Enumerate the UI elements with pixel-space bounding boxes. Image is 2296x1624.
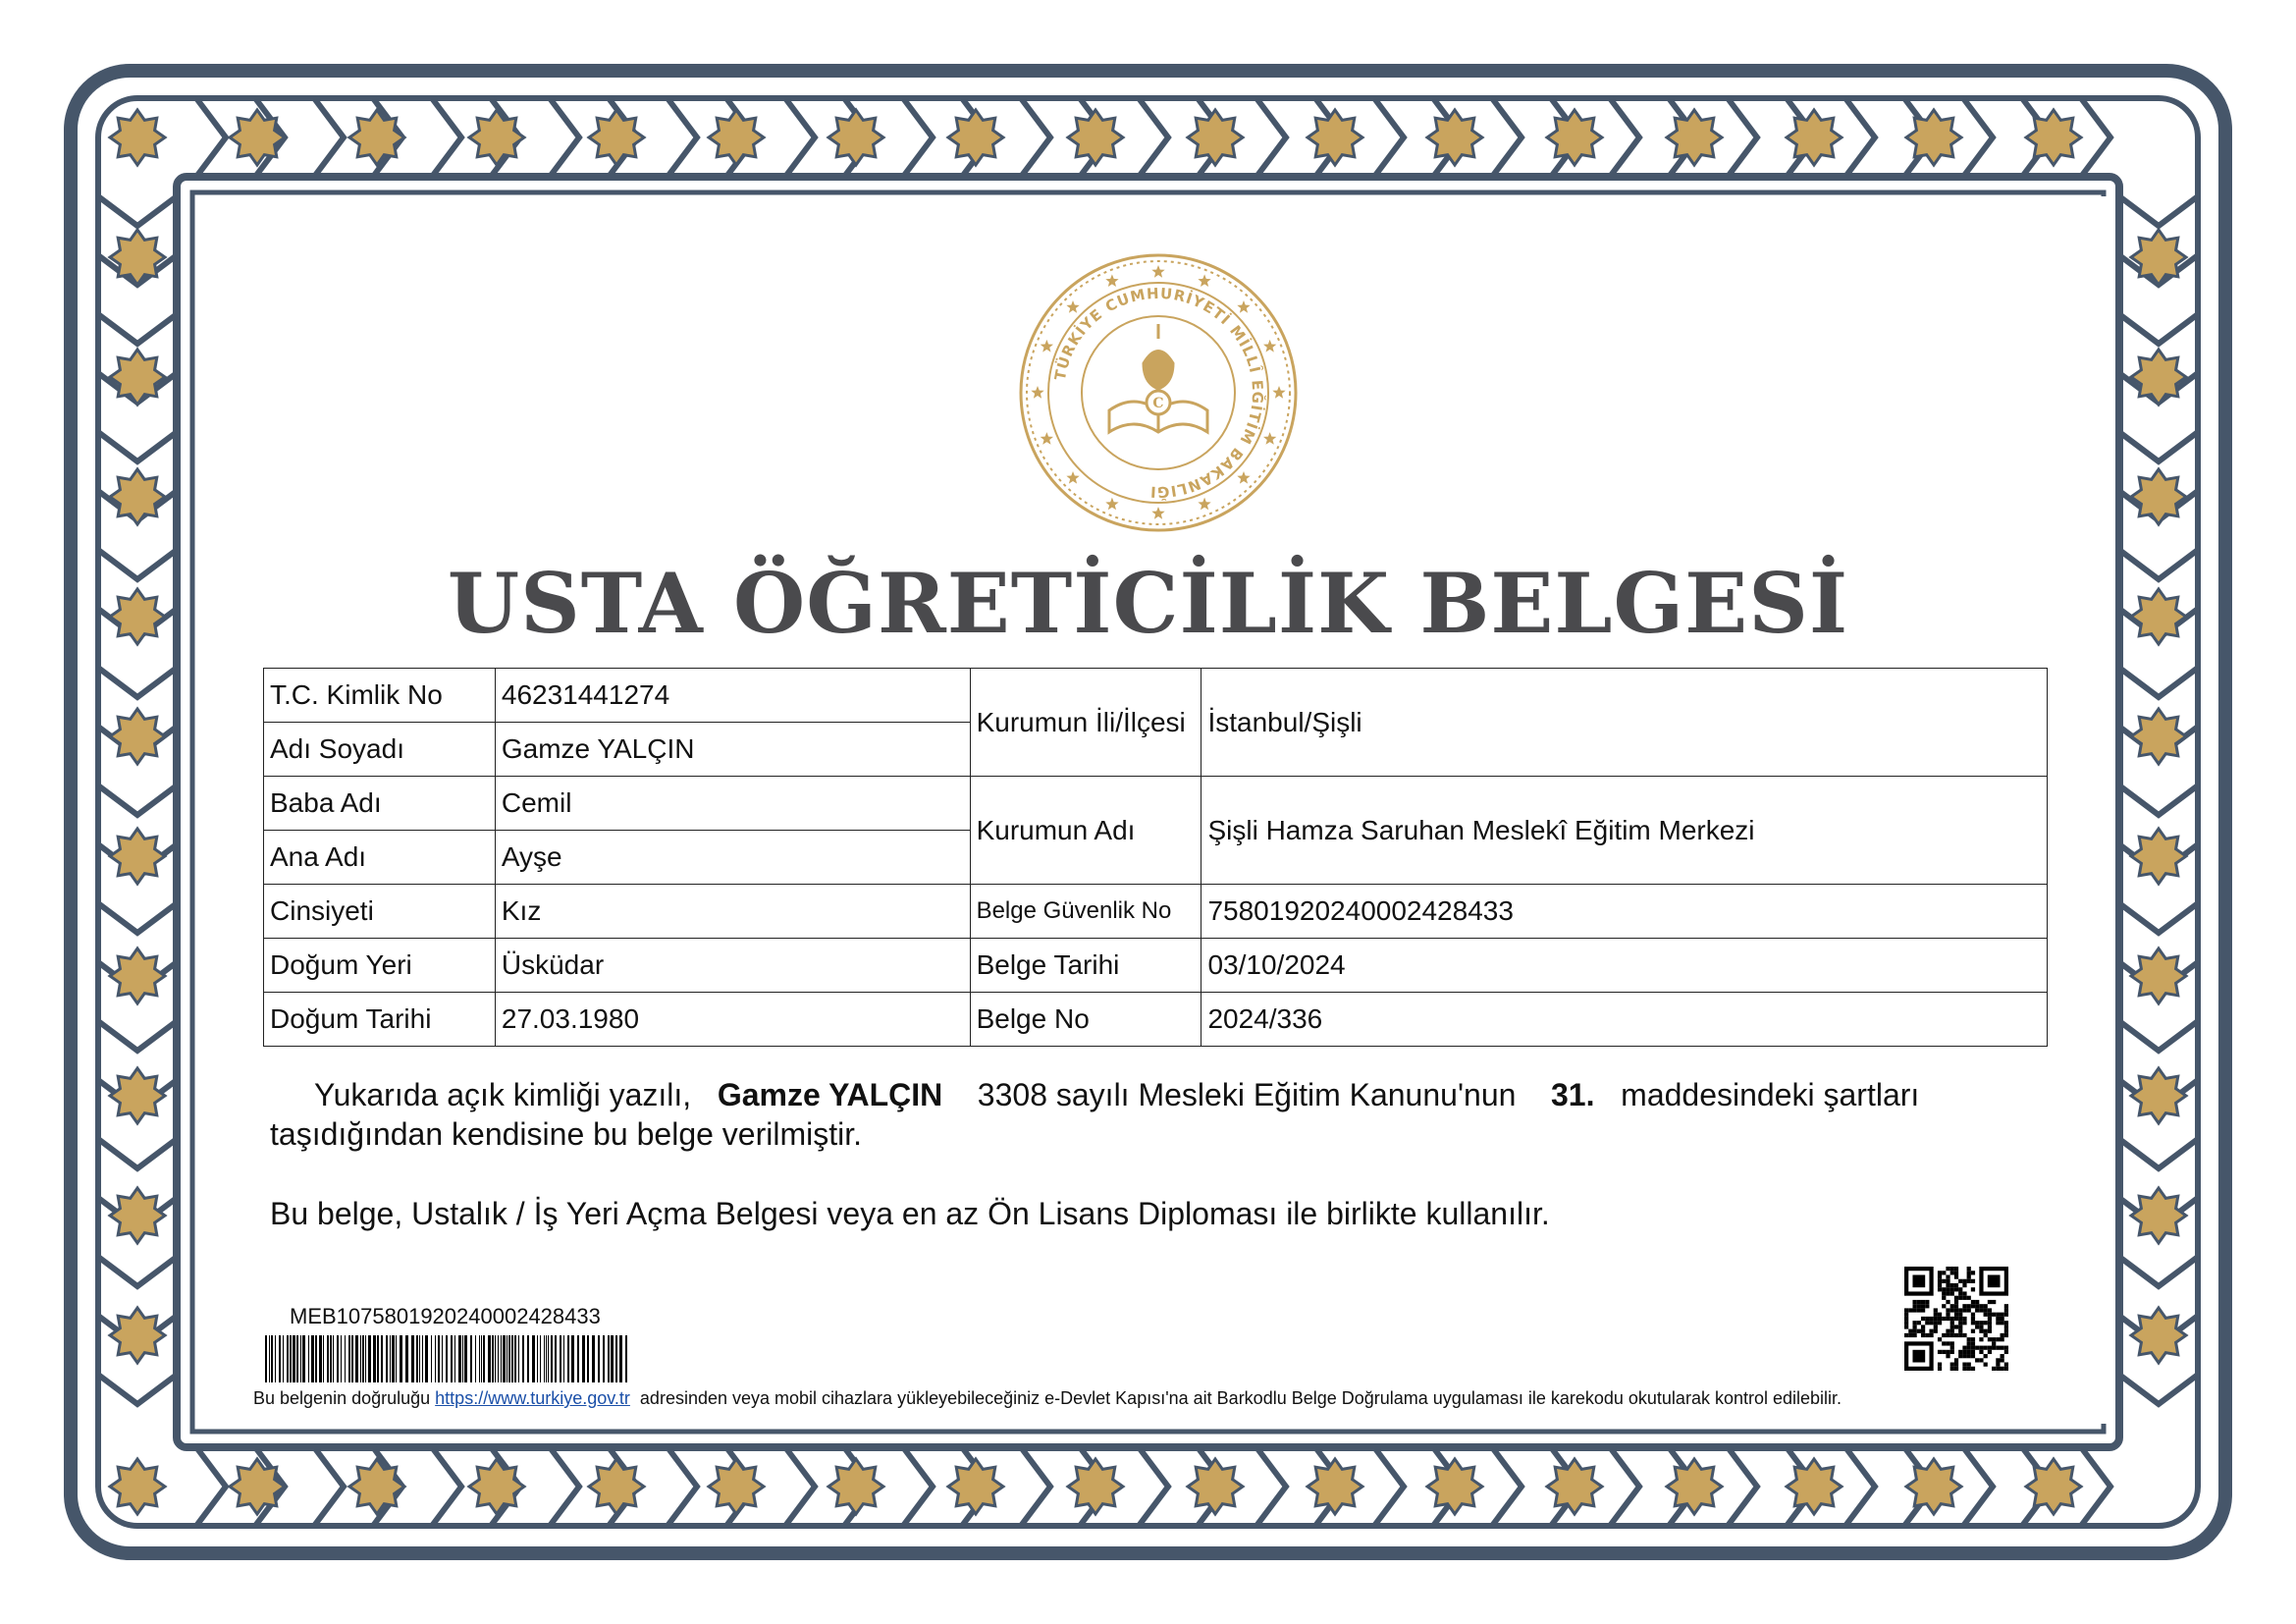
birthplace-label: Doğum Yeri [264, 939, 496, 993]
statement-paragraph [270, 1075, 2066, 1154]
date-label: Belge Tarihi [970, 939, 1201, 993]
inst-city-value: İstanbul/Şişli [1201, 669, 2048, 777]
qr-code-icon [1904, 1267, 2008, 1371]
tc-value: 46231441274 [495, 669, 970, 723]
father-label: Baba Adı [264, 777, 496, 831]
gender-label: Cinsiyeti [264, 885, 496, 939]
meb-seal-icon [1011, 245, 1306, 540]
statement-end: maddesindeki şartları taşıdığından kendisine bu belge verilmiştir. [270, 1077, 1920, 1152]
book-lamp-icon [1109, 324, 1207, 432]
father-value: Cemil [495, 777, 970, 831]
turkiye-gov-link[interactable]: https://www.turkiye.gov.tr [435, 1388, 630, 1408]
certificate-title: USTA ÖĞRETİCİLİK BELGESİ [447, 555, 1849, 652]
tc-label: T.C. Kimlik No [264, 669, 496, 723]
name-label: Adı Soyadı [264, 723, 496, 777]
statement-mid: 3308 sayılı Mesleki Eğitim Kanunu'nun [977, 1077, 1517, 1112]
identity-table [263, 668, 2048, 1047]
date-value: 03/10/2024 [1201, 939, 2048, 993]
statement-name: Gamze YALÇIN [717, 1077, 943, 1112]
birthdate-label: Doğum Tarihi [264, 993, 496, 1047]
gender-value: Kız [495, 885, 970, 939]
statement-article: 31. [1551, 1077, 1595, 1112]
barcode-number: MEB1075801920240002428433 [290, 1304, 601, 1328]
barcode-icon [263, 1335, 631, 1382]
statement-start: Yukarıda açık kimliği yazılı, [314, 1077, 692, 1112]
name-value: Gamze YALÇIN [495, 723, 970, 777]
security-value: 75801920240002428433 [1201, 885, 2048, 939]
svg-text:C: C [1152, 396, 1164, 411]
security-label: Belge Güvenlik No [970, 885, 1201, 939]
verification-note [253, 1388, 2050, 1409]
inst-city-label: Kurumun İli/İlçesi [970, 669, 1201, 777]
usage-note: Bu belge, Ustalık / İş Yeri Açma Belgesi veya en az Ön Lisans Diploması ile birlikte kullanılır. [270, 1196, 1550, 1231]
verify-prefix: Bu belgenin doğruluğu [253, 1388, 431, 1408]
docno-label: Belge No [970, 993, 1201, 1047]
verify-suffix: adresinden veya mobil cihazlara yükleyebileceğiniz e-Devlet Kapısı'na ait Barkodlu Belge Doğrulama uygulaması ile karekodu okutularak kontrol edilebilir. [639, 1388, 1842, 1408]
mother-label: Ana Adı [264, 831, 496, 885]
docno-value: 2024/336 [1201, 993, 2048, 1047]
inst-name-label: Kurumun Adı [970, 777, 1201, 885]
birthdate-value: 27.03.1980 [495, 993, 970, 1047]
inst-name-value: Şişli Hamza Saruhan Meslekî Eğitim Merkezi [1201, 777, 2048, 885]
seal-ring-text: TÜRKİYE CUMHURİYETİ MİLLÎ EĞİTİM BAKANLIĞI [1050, 284, 1267, 502]
birthplace-value: Üsküdar [495, 939, 970, 993]
mother-value: Ayşe [495, 831, 970, 885]
